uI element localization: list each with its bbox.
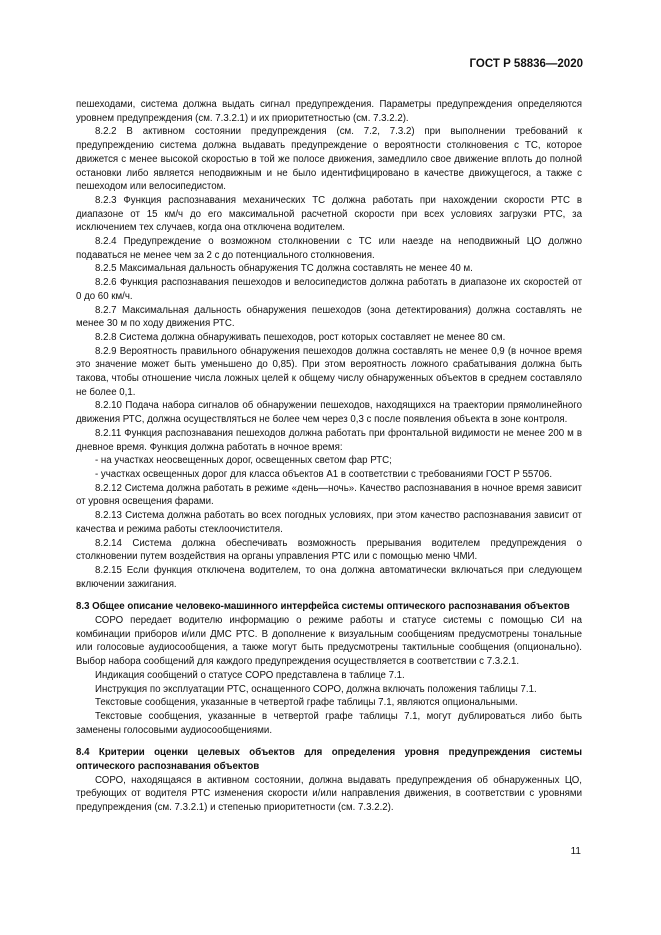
document-body — [76, 98, 582, 815]
body-paragraph: 8.2.11 Функция распознавания пешеходов должна работать при фронтальной видимости не менее 200 м в дневное время. Функция должна работать в ночное время: — [76, 427, 582, 453]
section-8-3-paragraph: Текстовые сообщения, указанные в четвертой графе таблицы 7.1, являются опциональными. — [95, 697, 518, 709]
body-paragraph: - участках освещенных дорог для класса объектов А1 в соответствии с требованиями ГОСТ Р 55706. — [95, 468, 553, 480]
document-header: ГОСТ Р 58836—2020 — [469, 58, 583, 70]
section-8-3-paragraph: Текстовые сообщения, указанные в четвертой графе таблицы 7.1, могут дублироваться либо быть заменены голосовыми аудиосообщениями. — [76, 710, 582, 736]
body-paragraph: 8.2.12 Система должна работать в режиме «день—ночь». Качество распознавания в ночное время зависит от уровня освещения фарами. — [76, 482, 582, 508]
section-8-3-paragraph: Инструкция по эксплуатации РТС, оснащенного СОРО, должна включать положения таблицы 7.1. — [95, 683, 537, 695]
body-paragraph: 8.2.14 Система должна обеспечивать возможность прерывания водителем предупреждения о столкновении путем воздействия на органы управления РТС или с помощью меню ЧМИ. — [76, 537, 582, 563]
section-8-3-paragraph: Индикация сообщений о статусе СОРО представлена в таблице 7.1. — [95, 669, 405, 681]
body-paragraph: 8.2.6 Функция распознавания пешеходов и велосипедистов должна работать в диапазоне их скоростей от 0 до 60 км/ч. — [76, 277, 582, 302]
section-8-3-paragraph: СОРО передает водителю информацию о режиме работы и статусе системы с помощью СИ на комбинации приборов и/или ДМС РТС. В дополнение к визуальным сообщениям предусмотрены тональные или голосовые аудиосообщения, а также могут быть предусмотрены тактильные сообщения (опционально). Выбор набора сообщений для каждого предупреждения осуществляется в соответствии с 7.3.2.1. — [76, 615, 582, 668]
section-8-2-paragraphs — [76, 98, 582, 591]
body-paragraph: 8.2.10 Подача набора сигналов об обнаружении пешеходов, находящихся на траектории прямолинейного движения РТС, должна осуществляться не более чем через 0,3 с после появления объекта в зоне контроля. — [76, 400, 582, 426]
body-paragraph: 8.2.4 Предупреждение о возможном столкновении с ТС или наезде на неподвижный ЦО должно подаваться не менее чем за 2 с до потенциального столкновения. — [76, 236, 582, 261]
body-paragraph: 8.2.2 В активном состоянии предупреждения (см. 7.2, 7.3.2) при выполнении требований к предупреждению система должна выдавать предупреждение о вероятности столкновения с ТС, которое движется с менее высокой скоростью в той же полосе движения, замедлило свое движение вплоть до полной остановки либо является неподвижным и не было идентифицировано в качестве движущегося, а также с пешеходом или велосипедистом. — [76, 126, 582, 193]
section-8-4-heading: 8.4 Критерии оценки целевых объектов для определения уровня предупреждения системы оптического распознавания объектов — [76, 747, 582, 773]
body-paragraph: 8.2.15 Если функция отключена водителем, то она должна автоматически включаться при следующем включении зажигания. — [76, 564, 582, 590]
body-paragraph: 8.2.5 Максимальная дальность обнаружения ТС должна составлять не менее 40 м. — [95, 263, 473, 275]
body-paragraph: 8.2.13 Система должна работать во всех погодных условиях, при этом качество распознавания зависит от качества и режима работы стеклоочистителя. — [76, 510, 582, 535]
body-paragraph: 8.2.7 Максимальная дальность обнаружения пешеходов (зона детектирования) должна составлять не менее 30 м по ходу движения РТС. — [76, 304, 582, 330]
body-paragraph: 8.2.9 Вероятность правильного обнаружения пешеходов должна составлять не менее 0,9 (в ночное время это значение может быть уменьшено до 0,85). При этом вероятность ложного срабатывания должна быть такова, чтобы отношение числа ложных целей к общему числу обнаруженных объектов в среднем составляло не более 0,1. — [76, 345, 582, 398]
page-number: 11 — [570, 846, 581, 857]
body-paragraph: 8.2.8 Система должна обнаруживать пешеходов, рост которых составляет не менее 80 см. — [95, 331, 506, 343]
body-paragraph: 8.2.3 Функция распознавания механических ТС должна работать при нахождении скорости РТС в диапазоне от 15 км/ч до его максимальной расчетной скорости при всех условиях загрузки РТС, за исключением тех случаев, когда она отключена водителем. — [76, 194, 582, 234]
body-paragraph: пешеходами, система должна выдать сигнал предупреждения. Параметры предупреждения определяются уровнем предупреждения (см. 7.3.2.1) и их приоритетностью (см. 7.3.2.2). — [76, 99, 582, 124]
body-paragraph: - на участках неосвещенных дорог, освещенных светом фар РТС; — [95, 455, 392, 467]
section-8-3-heading: 8.3 Общее описание человеко-машинного интерфейса системы оптического распознавания объектов — [76, 601, 570, 613]
section-8-4-paragraph: СОРО, находящаяся в активном состоянии, должна выдавать предупреждения об обнаруженных ЦО, требующих от водителя РТС изменения скорости и/или направления движения, в соответствии с уровнями предупреждения (см. 7.3.2.1) и степенью приоритетности (см. 7.3.2.2). — [76, 774, 582, 814]
